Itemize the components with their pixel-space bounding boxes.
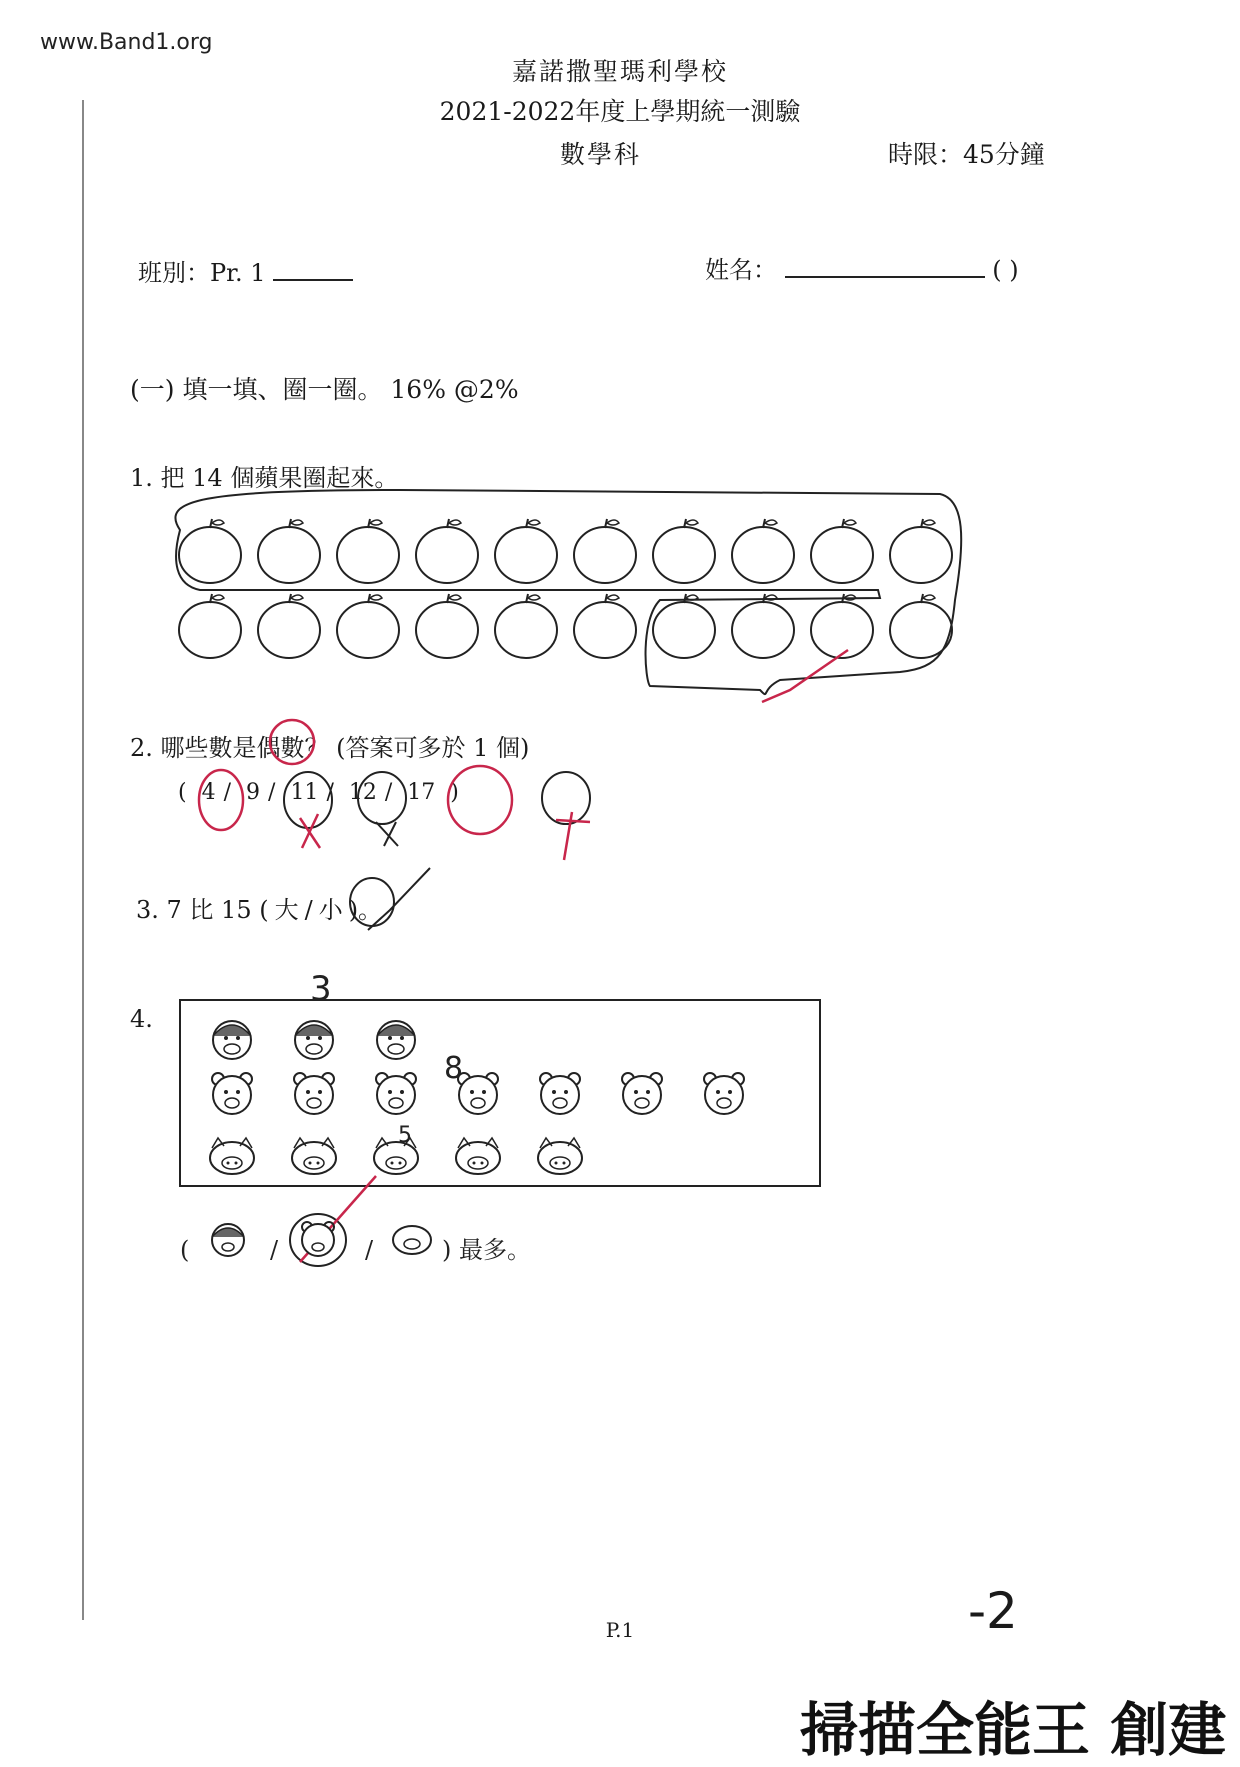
bear-icon [704,1073,744,1114]
bear-icon [212,1073,252,1114]
circle-9 [284,772,332,828]
pig-option-icon[interactable] [393,1226,431,1254]
section-title: (一) 填一填、圈一圈。 16% @2% [130,375,519,404]
hand-5: 5 [398,1123,412,1148]
monkey-icon [295,1021,333,1059]
q2-sep: / [384,780,393,805]
circle-11 [358,772,406,824]
question-1: 1. 把 14 個蘋果圈起來。 [130,464,399,492]
hand-8: 8 [444,1051,464,1086]
q3-option-big[interactable]: 大 [274,896,299,924]
q2-sep: / [326,780,334,805]
bear-icon [294,1073,334,1114]
bear-icon [622,1073,662,1114]
q3-text: 3. 7 比 15 ( [136,896,269,924]
pig-icon [210,1138,254,1174]
red-x-9 [300,814,320,848]
school-name: 嘉諾撒聖瑪利學校 [511,57,728,86]
pig-icon [538,1138,582,1174]
q2-sep: / [268,780,276,805]
class-label: 班別：Pr. 1 [138,259,266,287]
bear-icon [458,1073,498,1114]
q3-option-small[interactable]: 小 [318,896,343,924]
bear-icon [376,1073,416,1114]
circle-small [350,878,394,926]
score-mark: -2 [968,1582,1018,1640]
red-circle-even-word [270,720,314,764]
bear-icon [540,1073,580,1114]
q2-option-12[interactable]: 12 [348,780,377,805]
red-check-q1 [762,650,848,702]
circle-17 [542,772,590,824]
q3-sep: / [304,896,313,924]
time-limit: 時限：45分鐘 [888,140,1045,169]
q4-answer-end: ) 最多。 [442,1236,531,1264]
q4-answer-open: ( [180,1236,190,1264]
q4-sep: / [270,1236,279,1264]
q3-end: )。 [348,896,383,924]
hand-3: 3 [310,969,332,1009]
footer-brand: 掃描全能王 創建 [800,1696,1227,1764]
monkey-icon [213,1021,251,1059]
watermark: www.Band1.org [40,30,213,55]
q2-open: ( [178,780,187,805]
red-circle-12 [448,766,512,834]
q2-close: ) [450,780,459,805]
red-x-17 [556,812,590,860]
subject: 數學科 [560,140,642,169]
monkey-option-icon[interactable] [212,1224,244,1256]
q2-option-9[interactable]: 9 [246,780,261,805]
x-11 [376,822,398,846]
check-q3 [368,868,430,930]
pig-icon [456,1138,500,1174]
pig-icon [292,1138,336,1174]
number-paren: ( ) [992,256,1019,284]
name-label: 姓名： [705,256,777,284]
question-4: 4. [130,1005,153,1033]
question-2: 2. 哪些數是偶數？ (答案可多於 1 個) [130,734,530,762]
q4-sep: / [365,1236,374,1264]
page-number: P.1 [605,1618,635,1642]
q2-sep: / [223,780,232,805]
q2-option-17[interactable]: 17 [407,780,436,805]
q2-option-11[interactable]: 11 [290,780,319,805]
q2-option-4[interactable]: 4 [201,780,216,805]
monkey-icon [377,1021,415,1059]
red-circle-4 [199,770,243,830]
exam-title: 2021-2022年度上學期統一測驗 [439,97,801,126]
